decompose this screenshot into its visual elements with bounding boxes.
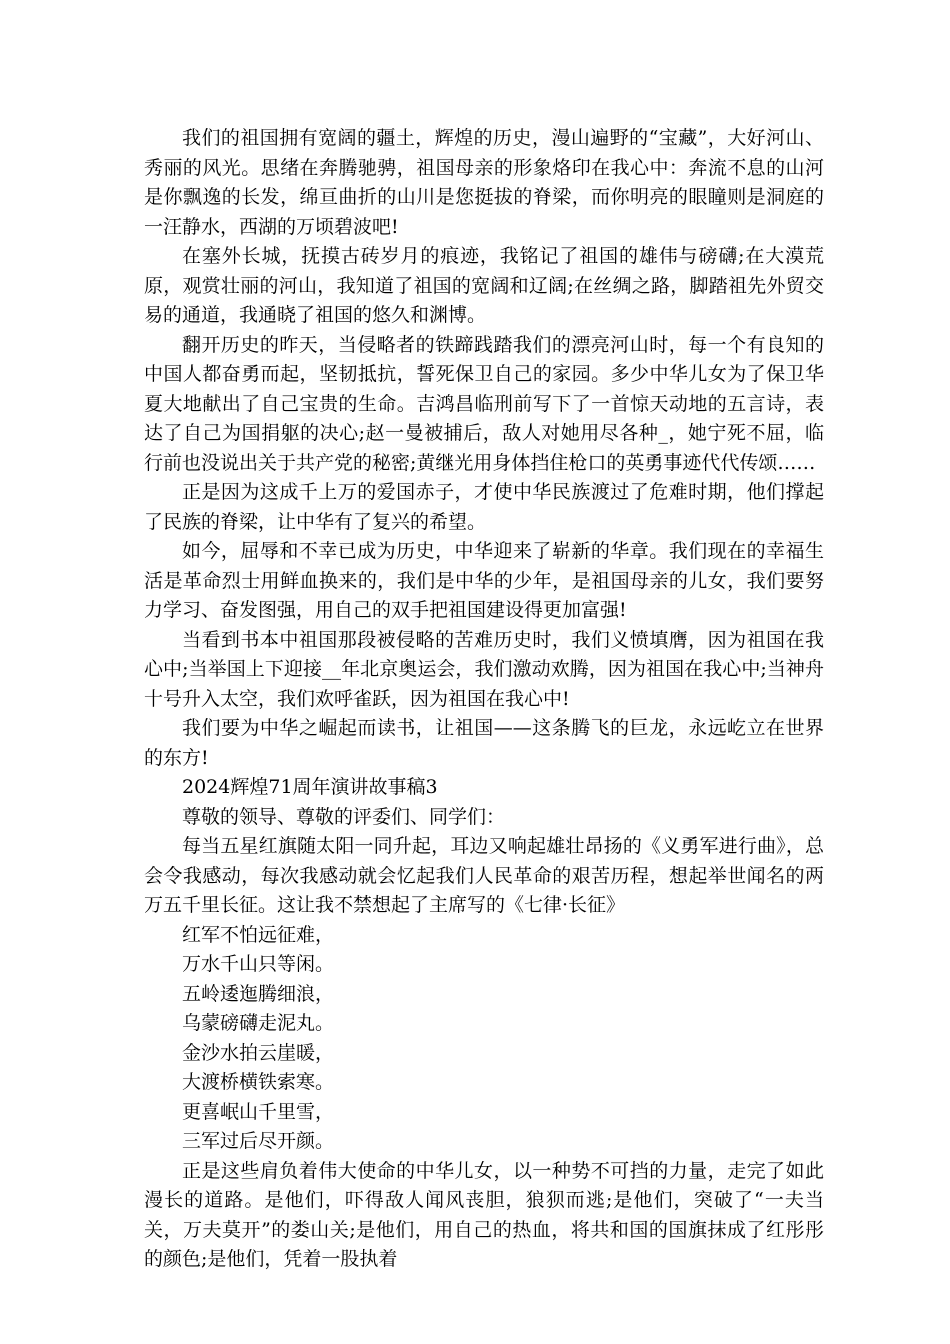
paragraph-long-march: 每当五星红旗随太阳一同升起，耳边又响起雄壮昂扬的《义勇军进行曲》，总会令我感动，每次我感动就会忆起我们人民革命的艰苦历程，想起举世闻名的两万五千里长征。这让我不禁想起了主席写的《七律·长征》	[144, 835, 824, 916]
poem-line: 万水千山只等闲。	[182, 953, 335, 975]
document-body	[144, 124, 824, 1275]
paragraph-in-my-heart: 当看到书本中祖国那段被侵略的苦难历史时，我们义愤填膺，因为祖国在我心中;当举国上下迎接__年北京奥运会，我们激动欢腾，因为祖国在我心中;当神舟十号升入太空，我们欢呼雀跃，因为祖国在我心中!	[144, 628, 824, 710]
poem-line: 乌蒙磅礴走泥丸。	[182, 1012, 335, 1034]
poem-line: 三军过后尽开颜。	[182, 1130, 335, 1152]
poem-line: 五岭逶迤腾细浪，	[182, 982, 335, 1005]
poem-line: 更喜岷山千里雪，	[182, 1100, 335, 1123]
poem-line: 大渡桥横铁索寒。	[182, 1071, 335, 1093]
paragraph-patriots: 正是因为这成千上万的爱国赤子，才使中华民族渡过了危难时期，他们撑起了民族的脊梁，让中华有了复兴的希望。	[144, 481, 824, 533]
speech-greeting: 尊敬的领导、尊敬的评委们、同学们：	[182, 805, 506, 828]
paragraph-today: 如今，屈辱和不幸已成为历史，中华迎来了崭新的华章。我们现在的幸福生活是革命烈士用鲜血换来的，我们是中华的少年，是祖国母亲的儿女，我们要努力学习、奋发图强，用自己的双手把祖国建设得更加富强!	[144, 540, 824, 621]
paragraph-motherland: 我们的祖国拥有宽阔的疆土，辉煌的历史，漫山遍野的“宝藏”，大好河山、秀丽的风光。思绪在奔腾驰骋，祖国母亲的形象烙印在我心中：奔流不息的山河是你飘逸的长发，绵亘曲折的山川是您挺拔的脊梁，而你明亮的眼瞳则是洞庭的一汪静水，西湖的万顷碧波吧!	[144, 127, 824, 238]
poem-line: 红军不怕远征难，	[182, 923, 335, 946]
poem-line: 金沙水拍云崖暖，	[182, 1041, 335, 1064]
paragraph-study: 我们要为中华之崛起而读书，让祖国——这条腾飞的巨龙，永远屹立在世界的东方!	[144, 717, 824, 769]
speech-title: 2024辉煌71周年演讲故事稿3	[182, 776, 438, 798]
paragraph-closing: 正是这些肩负着伟大使命的中华儿女，以一种势不可挡的力量，走完了如此漫长的道路。是他们，吓得敌人闻风丧胆，狼狈而逃;是他们，突破了“一夫当关，万夫莫开”的娄山关;是他们，用自己的热血，将共和国的国旗抹成了红彤彤的颜色;是他们，凭着一股执着	[144, 1159, 824, 1270]
paragraph-history: 翻开历史的昨天，当侵略者的铁蹄践踏我们的漂亮河山时，每一个有良知的中国人都奋勇而起，坚韧抵抗，誓死保卫自己的家园。多少中华儿女为了保卫华夏大地献出了自己宝贵的生命。吉鸿昌临刑前写下了一首惊天动地的五言诗，表达了自己为国捐躯的决心;赵一曼被捕后，敌人对她用尽各种_，她宁死不屈，临行前也没说出关于共产党的秘密;黄继光用身体挡住枪口的英勇事迹代代传颂……	[144, 333, 824, 474]
paragraph-great-wall: 在塞外长城，抚摸古砖岁月的痕迹，我铭记了祖国的雄伟与磅礴;在大漠荒原，观赏壮丽的河山，我知道了祖国的宽阔和辽阔;在丝绸之路，脚踏祖先外贸交易的通道，我通晓了祖国的悠久和渊博。	[144, 245, 824, 326]
